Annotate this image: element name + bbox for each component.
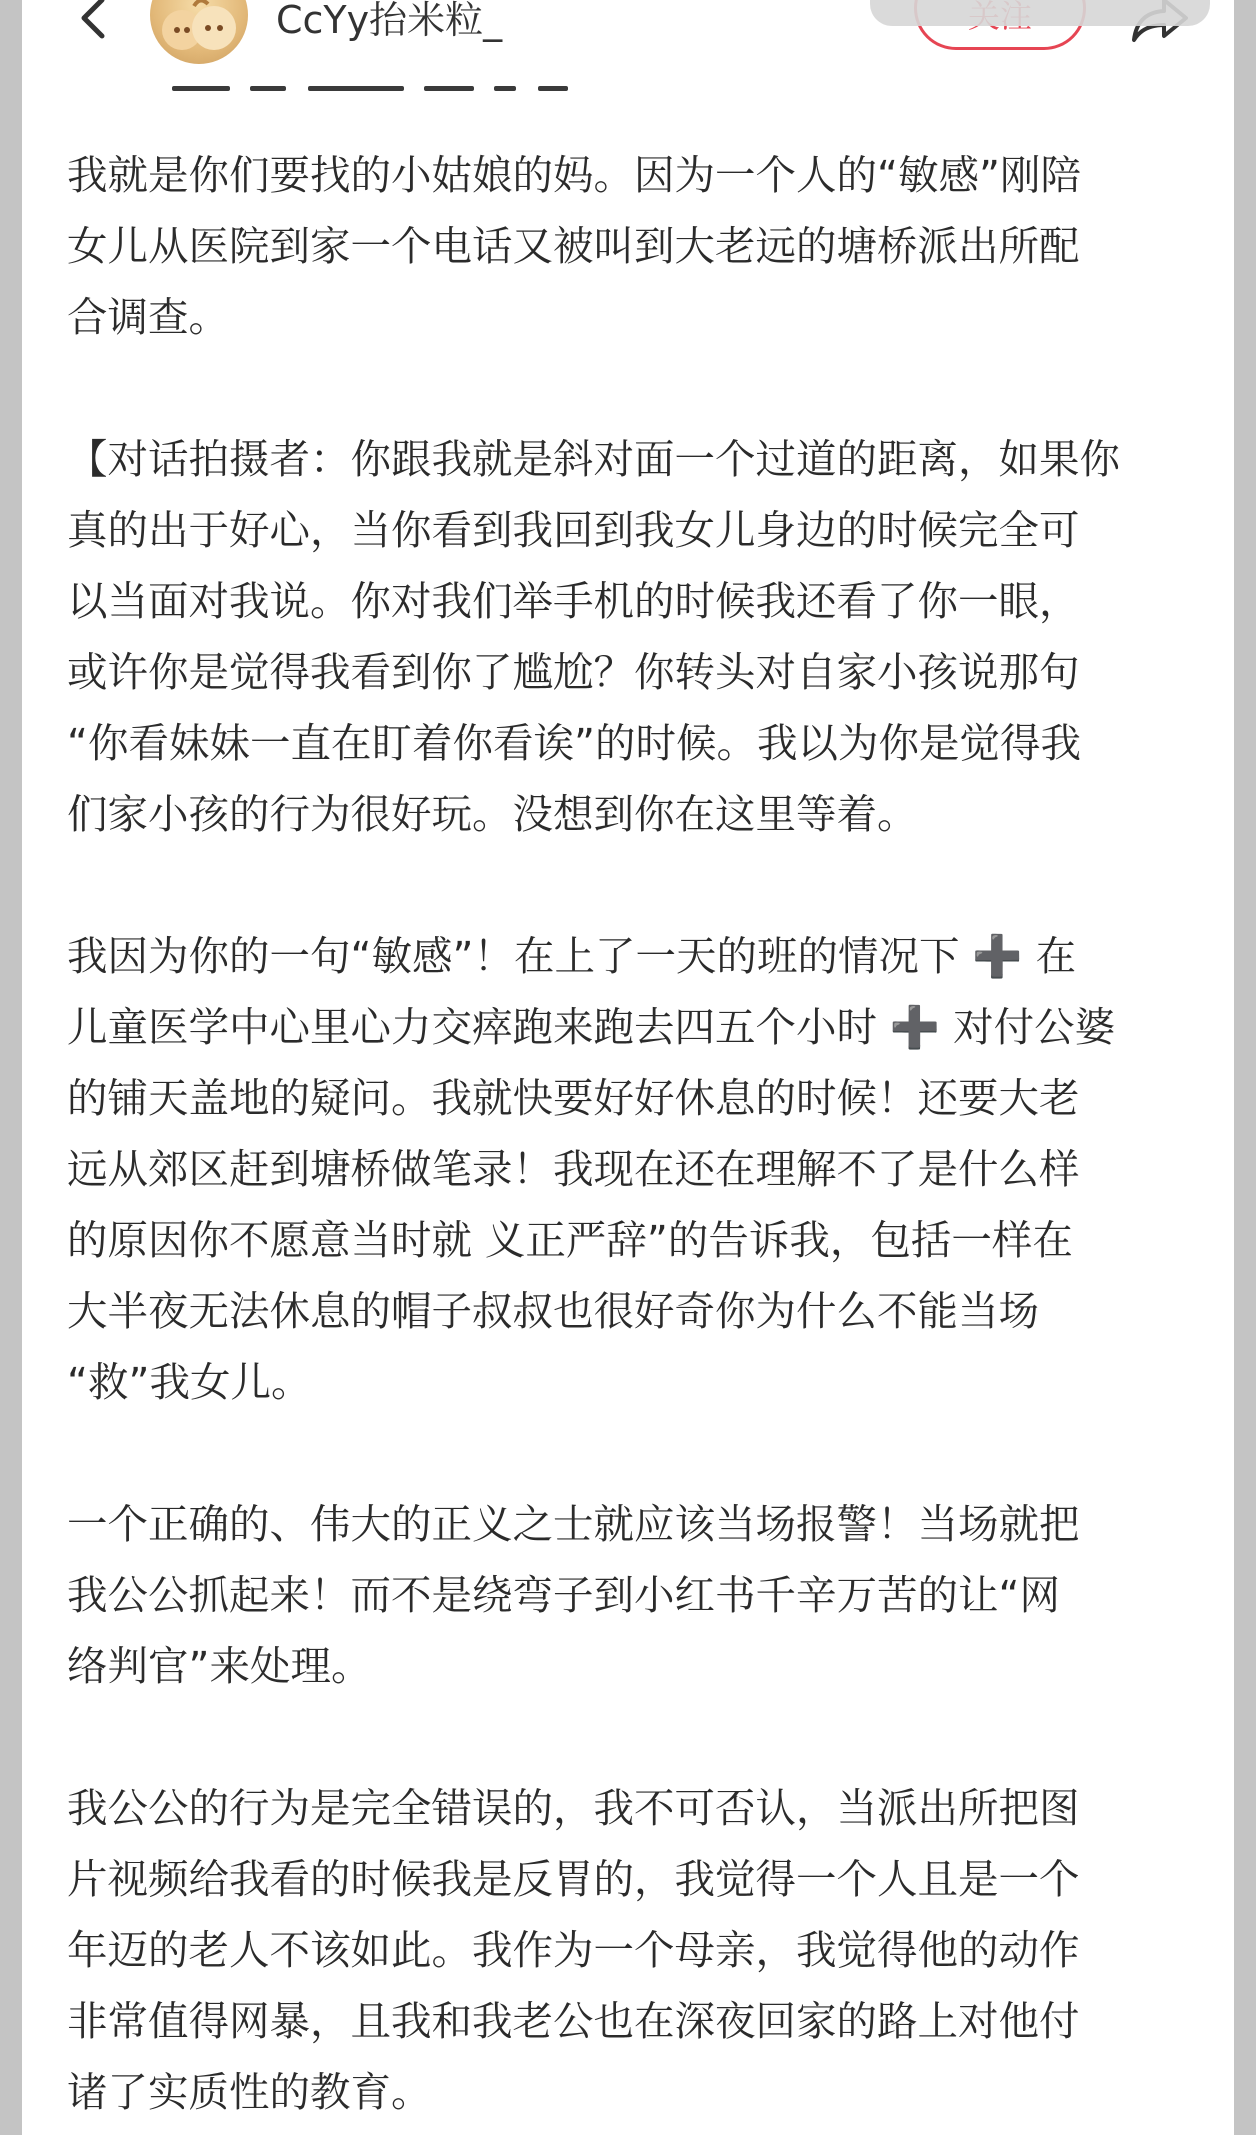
- cropped-text-line: [172, 86, 592, 106]
- post-page: [22, 0, 1234, 2135]
- post-body: [67, 140, 1217, 2135]
- post-paragraph: 【对话拍摄者：你跟我就是斜对面一个过道的距离，如果你 真的出于好心，当你看到我回到我女儿身边的时候完全可 以当面对我说。你对我们举手机的时候我还看了你一眼， 或许你是觉得我看到你了尴尬？你转头对自家小孩说那句 “你看妹妹一直在盯着你看诶”的时候。我以为你是觉得我 们家小孩的行为很好玩。没想到你在这里等着。: [67, 435, 1120, 838]
- avatar-illustration: [150, 0, 248, 64]
- post-paragraph: 一个正确的、伟大的正义之士就应该当场报警！当场就把 我公公抓起来！而不是绕弯子到小红书千辛万苦的让“网 络判官”来处理。: [67, 1500, 1080, 1690]
- post-paragraph: 我因为你的一句“敏感”！在上了一天的班的情况下 ➕ 在 儿童医学中心里心力交瘁跑来跑去四五个小时 ➕ 对付公婆 的铺天盖地的疑问。我就快要好好休息的时候！还要大老 远从郊区赶到塘桥做笔录！我现在还在理解不了是什么样 的原因你不愿意当时就 义正严辞”的告诉我，包括一样在 大半夜无法休息的帽子叔叔也很好奇你为什么不能当场 “救”我女儿。: [67, 932, 1116, 1406]
- user-avatar[interactable]: [150, 0, 248, 64]
- chevron-left-icon[interactable]: [68, 0, 116, 48]
- status-overlay: [870, 0, 1210, 26]
- post-paragraph: 我就是你们要找的小姑娘的妈。因为一个人的“敏感”刚陪 女儿从医院到家一个电话又被叫到大老远的塘桥派出所配 合调查。: [67, 151, 1081, 341]
- username[interactable]: CcYy抬米粒_: [276, 0, 503, 42]
- post-paragraph: 我公公的行为是完全错误的，我不可否认，当派出所把图 片视频给我看的时候我是反胃的，我觉得一个人且是一个 年迈的老人不该如此。我作为一个母亲，我觉得他的动作 非常值得网暴，且我和我老公也在深夜回家的路上对他付 诸了实质性的教育。: [67, 1784, 1080, 2116]
